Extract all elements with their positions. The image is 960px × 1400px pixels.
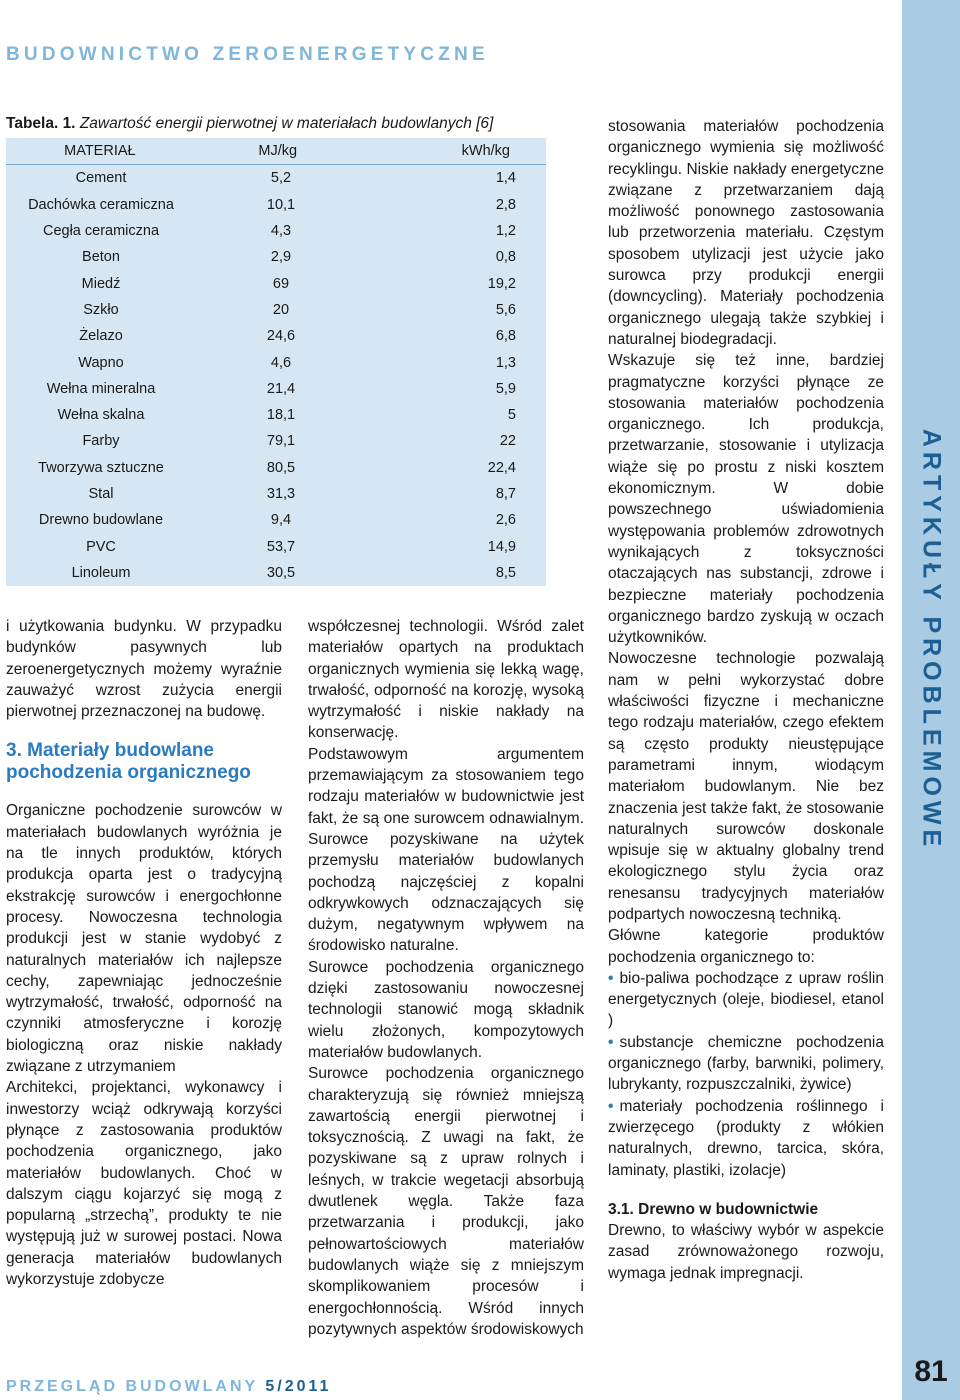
table-cell: PVC [86,538,116,555]
table-caption-text: Zawartość energii pierwotnej w materiałach budowlanych [6] [79,115,494,132]
bullet-icon: • [608,1097,614,1115]
table-header-cell: MJ/kg [258,143,298,160]
table-cell: 22,4 [487,459,516,476]
table-cell: Stal [88,486,114,502]
table-cell: 30,5 [266,564,296,581]
table-row [6,402,546,428]
paragraph: Surowce pochodzenia organicznego dzięki zastosowaniu nowoczesnej technologii stanowić mogą składnik wielu złożonych, kompozytowych materiałów budowlanych. [308,958,584,1061]
table-cell: Szkło [83,301,119,318]
table-cell: 5 [507,407,516,424]
bullet-icon: • [608,969,614,987]
table-cell: Żelazo [79,328,123,345]
table-cell: 20 [272,301,290,318]
table-cell: 6,8 [495,328,516,345]
table-cell: 1,3 [495,354,516,371]
paragraph: i użytkowania budynku. W przypadku budynków pasywnych lub zeroenergetycznych możemy wyraźnie zauważyć wzrost zużycia energii pierwotnej przeznaczonej na budowę. [6,618,282,721]
table-header-cell: kWh/kg [461,143,510,160]
table-cell: 14,9 [487,538,516,555]
table-header-cell: MATERIAŁ [64,143,136,160]
table-cell: 18,1 [266,407,296,424]
bullet-icon: • [608,1033,614,1051]
table-cell: 5,2 [270,170,292,187]
table-row [6,270,546,296]
table-cell: 4,3 [270,223,292,240]
table-cell: Wełna mineralna [46,380,156,397]
table-row [6,297,546,323]
table-row [6,376,546,402]
bullet-item [608,1096,884,1181]
journal-issue: 5/2011 [265,1378,332,1395]
table-row [6,428,546,454]
column-1 [6,616,282,1290]
subsection-title: 3.1. Drewno w budownictwie [608,1200,819,1218]
paragraph: Nowoczesne technologie pozwalają nam w pełni wykorzystać dobre właściwości fizyczne i mechaniczne tego rodzaju materiałów, czego efektem są często produkty nieustępujące parametrami innym, wiodącym materiałom budowlanym. Nie bez znaczenia jest także fakt, że stosowanie naturalnych surowców doskonale wpisuje się w aktualny globalny trend ekologicznego stylu życia oraz renesansu tradycyjnych materiałów podpartych nowoczesną techniką. [608,650,884,923]
section-title: 3. Materiały budowlane pochodzenia organicznego [6,740,251,784]
bullet-item [608,968,884,1032]
table-cell: Dachówka ceramiczna [28,196,174,213]
table-cell: Drewno budowlane [38,512,164,529]
table-cell: 5,9 [495,380,516,397]
table-row [6,218,546,244]
table-header-row [6,138,546,165]
table-cell: 24,6 [266,328,296,345]
table-row [6,533,546,559]
running-header: BUDOWNICTWO ZEROENERGETYCZNE [6,44,489,65]
table-cell: 1,4 [495,170,516,187]
page-number: 81 [914,1355,948,1388]
column-2 [308,616,584,1340]
table-cell: Wapno [78,354,124,371]
table-row [6,323,546,349]
table-cell: 2,9 [270,249,292,266]
column-3 [608,116,884,1284]
table-cell: 2,8 [495,196,516,213]
table-cell: Wełna skalna [57,407,145,424]
table-cell: 19,2 [487,275,516,292]
table-cell: 69 [272,275,290,292]
table-row [6,349,546,375]
table-cell: Cegła ceramiczna [42,223,160,240]
paragraph: Organiczne pochodzenie surowców w materiałach budowlanych wyróżnia je na tle innych produktów, których produkcja oparta jest o tradycyjną ekstrakcję surowców i energochłonne procesy. Nowoczesna technologia produkcji jest w stanie wydobyć z naturalnych materiałów ich najlepsze cechy, zapewniając jednocześnie wytrzymałość, trwałość, odporność na czynniki atmosferyczne i korozję biologiczną oraz niskie nakłady związane z utrzymaniem [6,802,282,1076]
paragraph: Wskazuje się też inne, bardziej pragmatyczne korzyści płynące ze stosowania materiałów pochodzenia organicznego. Ich produkcja, przetwarzanie, stosowanie i utylizacja wiąże się po prostu z niski kosztem ekonomicznym. W dobie powszechnego uświadomienia występowania problemów zdrowotnych wynikających z toksyczności otaczających nas substancji, zdrowe i bezpieczne materiały pochodzenia organicznego bardzo zyskują w oczach użytkowników. [608,352,884,647]
table-cell: 79,1 [266,433,296,450]
table-cell: 21,4 [266,380,296,397]
table-cell: Linoleum [71,564,131,581]
bullet-item [608,1032,884,1096]
paragraph: stosowania materiałów pochodzenia organicznego wymienia się możliwość recyklingu. Niskie nakłady energetyczne związane z przetwarzaniem dają możliwość ponownego zastosowania lub przetworzenia materiału. Częstym sposobem utylizacji jest użycie jako surowca przy produkcji energii (downcycling). Materiały pochodzenia organicznego ulegają także szybkiej i naturalnej biodegradacji. [608,118,884,348]
paragraph: Surowce pochodzenia organicznego charakteryzują się również mniejszą zawartością energii pierwotnej i toksycznością. Z uwagi na fakt, że pozyskiwane są z upraw rolnych i leśnych, w trakcie wegetacji absorbują dwutlenek węgla. Także faza przetwarzania i produkcji, jako pełnowartościowych materiałów budowlanych wiąże się z mniejszym skomplikowaniem procesów i energochłonnością. Wśród innych pozytywnych aspektów środowiskowych [308,1065,584,1338]
bullet-text: substancje chemiczne pochodzenia organicznego (farby, barwniki, polimery, lubrykanty, rozpuszczalniki, żywice) [608,1033,884,1094]
journal-name: PRZEGLĄD BUDOWLANY [6,1378,258,1395]
table-cell: Farby [82,433,120,450]
table-row [6,481,546,507]
table-cell: 31,3 [266,486,296,502]
bullet-text: bio-paliwa pochodzące z upraw roślin energetycznych (oleje, biodiesel, etanol ) [608,969,884,1030]
energy-table [6,138,546,586]
table-row [6,244,546,270]
table-row [6,165,546,191]
section-side-label: ARTYKUŁY PROBLEMOWE [917,428,946,852]
table-cell: Beton [82,249,120,266]
bullet-text: materiały pochodzenia roślinnego i zwierzęcego (produkty z włókien naturalnych, drewno, tarcica, skóra, laminaty, plastiki, izolacje) [608,1097,884,1179]
paragraph: Architekci, projektanci, wykonawcy i inwestorzy wciąż odkrywają korzyści płynące z zastosowania produktów pochodzenia organicznego, jako materiałów budowlanych. Choć w dalszym ciągu kojarzyć się mogą z popularną „strzechą”, produkty te nie występują już w surowej postaci. Nowa generacja materiałów budowlanych wykorzystuje zdobycze [6,1079,282,1289]
paragraph: Główne kategorie produktów pochodzenia organicznego to: [608,927,884,966]
table-cell: 9,4 [270,512,292,529]
table-cell: 10,1 [266,196,296,213]
footer-journal [6,1378,331,1396]
table-cell: 80,5 [266,459,296,476]
table-body [6,165,546,586]
paragraph: Drewno, to właściwy wybór w aspekcie zasad zrównoważonego rozwoju, wymaga jednak impregnacji. [608,1222,884,1282]
table-cell: 0,8 [495,249,516,266]
table-cell: 4,6 [270,354,292,371]
table-row [6,507,546,533]
table-row [6,560,546,586]
table-cell: 22 [499,433,516,450]
paragraph: Podstawowym argumentem przemawiającym za stosowaniem tego rodzaju materiałów w budownictwie jest fakt, że są one surowcem odnawialnym. Surowce pozyskiwane na użytek przemysłu materiałów budowlanych pochodzą najczęściej z kopalni odkrywkowych odznaczających się dużym, negatywnym wpływem na środowisko naturalne. [308,745,584,955]
table-cell: Cement [75,170,127,187]
table-cell: Tworzywa sztuczne [38,459,164,476]
paragraph: współczesnej technologii. Wśród zalet materiałów opartych na produktach organicznych wymienia się lekką wagę, trwałość, odporność na korozję, wysoką wytrzymałość i niskie nakłady na konserwację. [308,618,584,742]
table-row [6,192,546,218]
table-caption [6,115,546,133]
table-cell: 5,6 [495,301,516,318]
table-cell: 2,6 [495,512,516,529]
table-cell: 8,5 [495,564,516,581]
table-row [6,455,546,481]
table-cell: Miedź [81,275,121,292]
table-cell: 53,7 [266,538,296,555]
table-cell: 1,2 [495,223,516,240]
table-cell: 8,7 [495,486,516,502]
table-caption-label: Tabela. 1. [6,115,76,132]
